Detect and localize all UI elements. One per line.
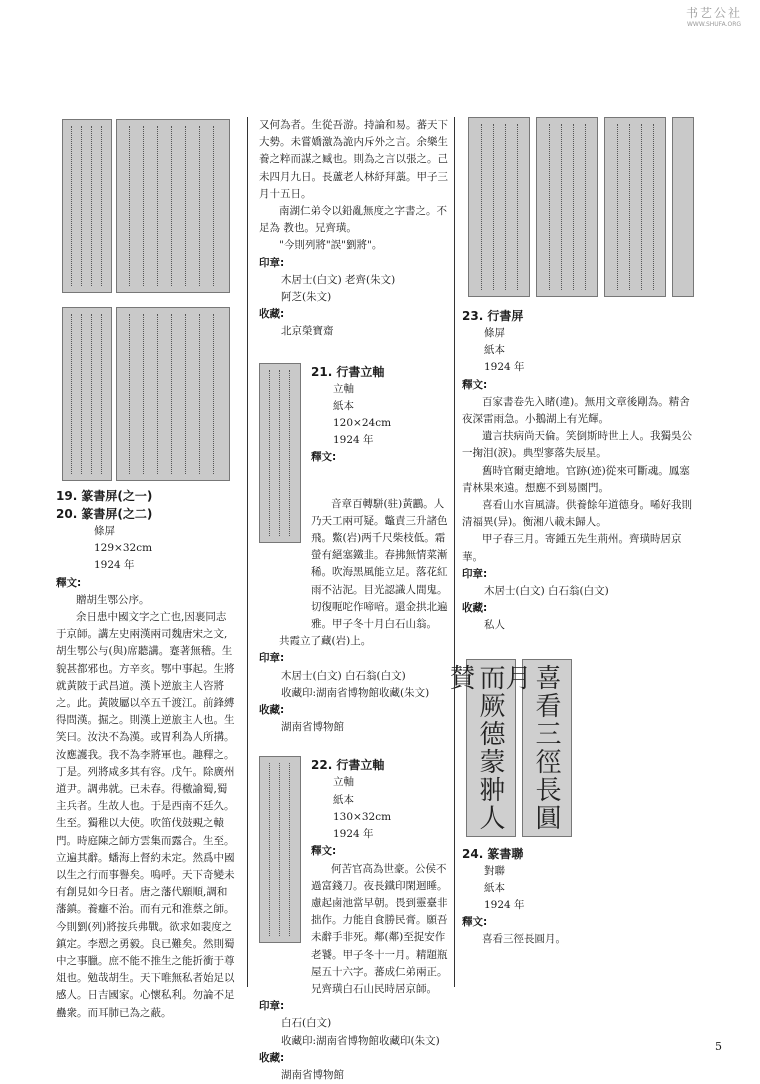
plate-image (536, 117, 598, 297)
seal-entry: 木居士(白文) 白石翁(白文) (484, 585, 609, 598)
plate-image: 而厥德蒙翀人賛 (466, 659, 516, 837)
column-divider (454, 117, 455, 987)
transcription-text: 南湖仁弟令以鉛亂無度之字書之。不足為 教也。兄齊璜。 (259, 205, 447, 235)
section-label: 釋文: (462, 916, 488, 929)
plate-image: 喜看三徑長圓月 (522, 659, 572, 837)
column-1 (56, 117, 236, 1022)
artwork-format: 對聯 (484, 864, 505, 877)
seal-entry: 木居士(白文) 老齊(朱文) (281, 273, 396, 286)
page-number: 5 (715, 1040, 722, 1053)
artwork-format: 條屏 (484, 327, 505, 339)
site-logo: 书艺公社 WWW.SHUFA.ORG (685, 6, 742, 28)
collection-entry: 湖南省博物館 (281, 721, 344, 734)
artwork-24-image (445, 659, 694, 845)
artwork-size: 130×32cm (333, 810, 392, 823)
artwork-material: 紙本 (333, 793, 354, 806)
section-label: 印章: (259, 1000, 285, 1013)
section-label: 印章: (259, 256, 285, 269)
artwork-23-image (462, 117, 694, 307)
plate-image (116, 307, 230, 481)
seal-entry: 白石(白文) (281, 1017, 332, 1030)
column-3 (445, 117, 694, 949)
collection-entry: 湖南省博物館 (281, 1068, 344, 1081)
plate-image (116, 119, 230, 293)
seal-entry: 阿芝(朱文) (281, 291, 332, 304)
artwork-title: 21. 行書立軸 (311, 364, 385, 379)
artwork-22 (259, 756, 449, 860)
collection-entry: 私人 (484, 619, 505, 632)
seal-entry: 收藏印:湖南省博物館收藏印(朱文) (281, 1034, 440, 1047)
artwork-title: 24. 篆書聯 (462, 846, 524, 861)
section-label: 收藏: (259, 1051, 285, 1064)
transcription-text: "今則列將"誤"劉將"。 (279, 239, 383, 252)
section-label: 收藏: (259, 704, 285, 717)
artwork-size: 120×24cm (333, 417, 392, 430)
transcription-text: 遺言扶病尚天倫。笑倒斯時世上人。我獨吳公一掬泪(淚)。典型寥落失辰星。 (462, 430, 692, 460)
transcription-text: 音章百轉駢(驻)黃鸝。人乃天工兩可疑。鼈責三升諸色飛。鱉(岩)两千尺柴枝低。霜螢有絕塞鐵韭。春拂無情菜漸稀。吹海黑風能立足。落花紅雨不沾泥。目光認識人間鬼。切復呃咜作啼喑。還金拱北遍雅。甲子冬十月白石山翁。 (311, 497, 448, 631)
plate-image (672, 117, 694, 297)
artwork-21 (259, 363, 449, 508)
transcription-text: 又何為者。生從吾游。持論和易。蕃天下大勢。未嘗嬌激為詭内斥外之言。余樂生養之粹而謀之臧也。則為之言以張之。己未四月九日。長蘆老人林紓拜藁。甲子三月十五日。 (259, 119, 448, 200)
plate-image (604, 117, 666, 297)
plate-image (259, 756, 301, 943)
seal-entry: 木居士(白文) 白石翁(白文) (281, 669, 406, 682)
plate-image (259, 363, 301, 543)
artwork-format: 立軸 (333, 382, 354, 395)
column-divider (247, 117, 248, 987)
section-label: 收藏: (259, 308, 285, 321)
section-label: 釋文: (311, 845, 337, 858)
artwork-material: 紙本 (484, 344, 505, 357)
artwork-title: 22. 行書立軸 (311, 758, 385, 773)
seal-entry: 收藏印:湖南省博物館收藏(朱文) (281, 686, 430, 699)
artwork-material: 紙本 (484, 881, 505, 894)
plate-image (468, 117, 530, 297)
artwork-year: 1924 年 (484, 899, 525, 912)
transcription-text: 余日患中國文字之亡也,因裹同志于京師。講左史兩漢兩司魏唐宋之文,胡生鄂公与(與)席聽講。蹇著無稽。生貌甚都邪也。方辛亥。鄂中事起。生將就黃陂于武昌道。漢卜逆旅主人咨將之。此。黃陂屬以卒五千渡江。前鋒縛得問漢。掘之。則漢上逆旅主人也。生笑曰。汝決不為漢。或胃利為人所搆。汝應護我。我不為李將軍也。趣釋之。丁是。列將咸多其有容。戊午。除廣州道尹。調弗就。已未春。得檄諭蜀,蜀主兵者。生故人也。于是西南不廷久。生至。獨稚以大使。吹笛伐鼓覡之轅門。時庭陳之師方雲集而露合。生至。立遍其辭。蟠海上督約未定。然爲中國以生之行而事譽矣。嗚呼。天下奇變未有創見如今日者。唐之藩代願順,調和藩鎮。養癰不治。而有元和淮蔡之師。今則劉(列)將按兵弗戰。欲求如裴度之鎮定。李愬之勇毅。良已難矣。然則蜀中之事臘。庶不能不推生之能折衝于尊俎也。勉哉胡生。天下唯無私者始足以感人。日吉國家。心懷私利。勿論不足蠱衆。而耳肺已為之蔽。 (56, 611, 235, 1019)
section-label: 收藏: (462, 602, 488, 615)
artwork-format: 立軸 (333, 776, 354, 789)
section-label: 釋文: (311, 451, 337, 464)
artwork-format: 條屏 (94, 525, 115, 537)
transcription-text: 共霞立了藏(岩)上。 (279, 635, 372, 648)
transcription-text: 贈胡生鄂公序。 (76, 593, 150, 606)
section-label: 印章: (259, 652, 285, 665)
transcription-text: 喜看山水盲風濤。供養餘年道德身。唏好我則清福異(异)。衡湘八載未歸人。 (462, 499, 692, 529)
artwork-size: 129×32cm (94, 542, 153, 555)
column-2 (259, 117, 449, 1084)
artwork-19-20-images (56, 117, 236, 487)
artwork-material: 紙本 (333, 399, 354, 412)
artwork-title: 20. 篆書屏(之二) (56, 507, 153, 521)
artwork-year: 1924 年 (94, 559, 135, 572)
section-label: 印章: (462, 567, 488, 580)
section-label: 釋文: (462, 378, 488, 391)
artwork-title: 19. 篆書屏(之一) (56, 489, 153, 503)
collection-entry: 北京榮寶齋 (281, 325, 334, 338)
artwork-year: 1924 年 (484, 361, 525, 374)
transcription-text: 舊時官爾吏繪地。官跡(迹)從來可斷魂。鳳塞青林果來遠。想應不到易園門。 (462, 464, 690, 494)
artwork-title: 23. 行書屏 (462, 309, 524, 323)
artwork-year: 1924 年 (333, 828, 374, 841)
transcription-text: 何苦官高為世豪。公侯不過富錢刀。夜長鐵印閑迴睡。慮起鹵池當早朝。畏到靈臺非拙作。力能自食勝民膏。願吾未辭手非死。鄰(鄰)至捉安作老饕。甲子冬十一月。精題瓶屋五十六字。蕃成仁弟兩正。兄齊璜白石山民時居京師。 (311, 862, 448, 995)
transcription-text: 甲子春三月。寄鍾五先生荊州。齊璜時居京華。 (462, 533, 682, 563)
section-label: 釋文: (56, 576, 82, 589)
transcription-text: 百家書卷先入睹(違)。無用文章後剛為。精舍夜深雷雨急。小鵝湖上有光輝。 (462, 395, 690, 426)
plate-image (62, 307, 112, 481)
transcription-text: 喜看三徑長圓月。 (482, 933, 566, 946)
artwork-year: 1924 年 (333, 434, 374, 447)
plate-image (62, 119, 112, 293)
